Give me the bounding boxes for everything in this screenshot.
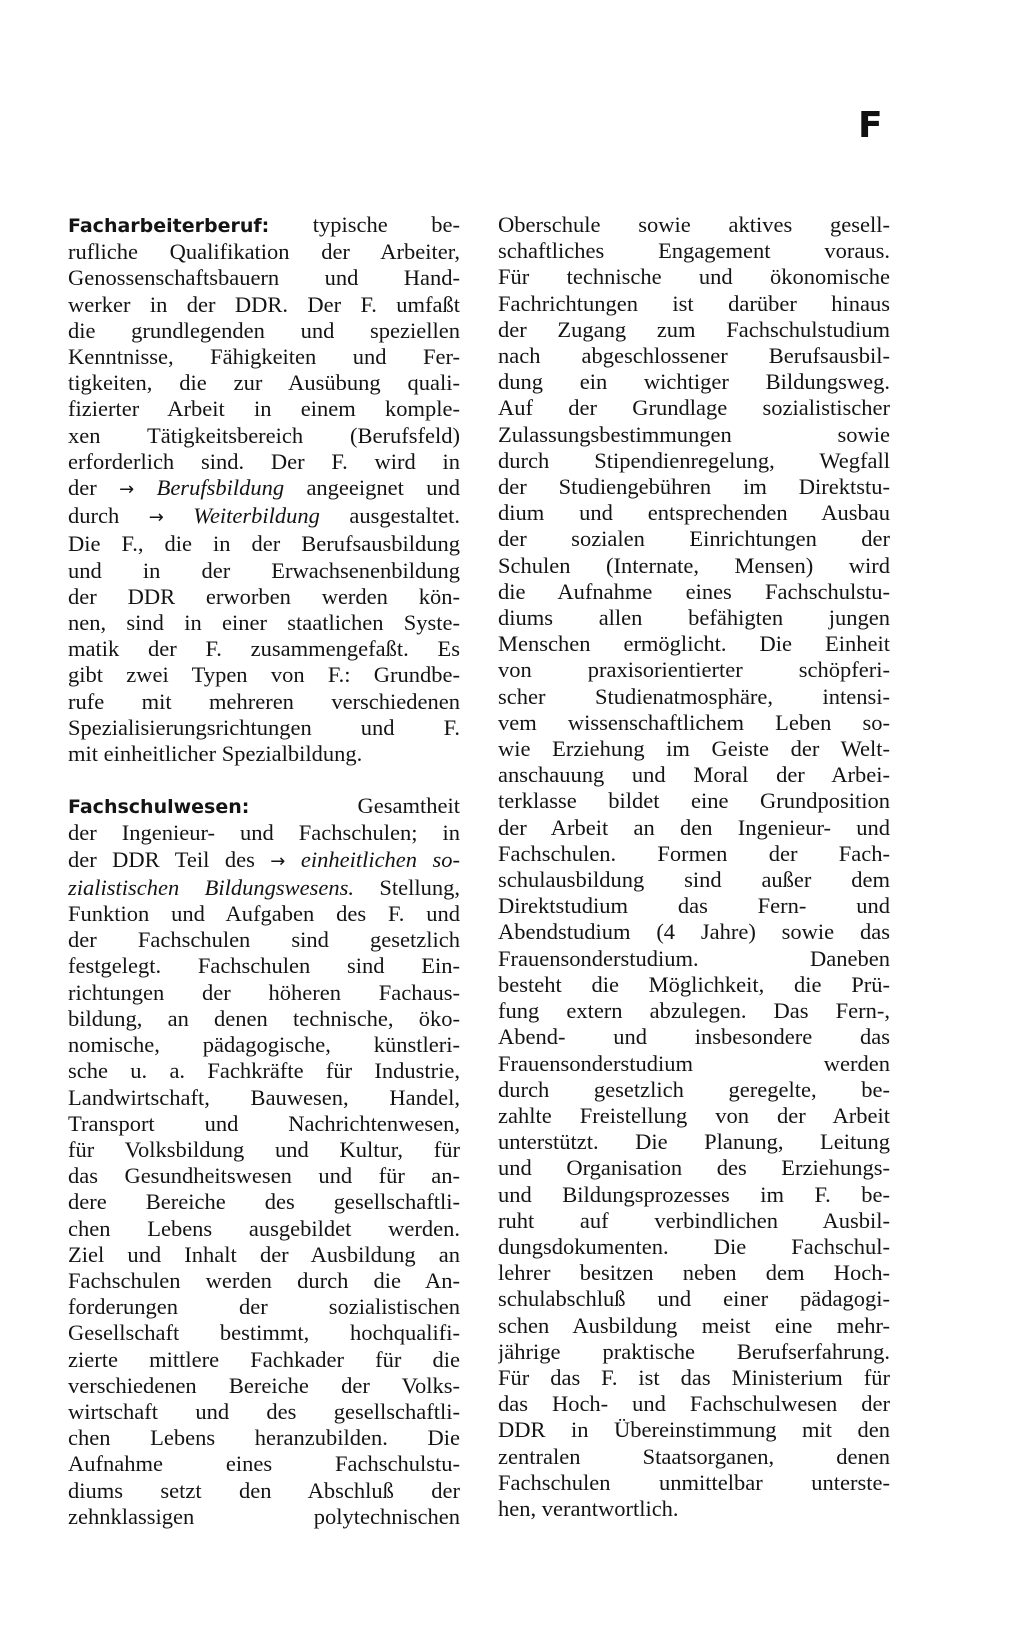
text-line bbox=[68, 1294, 460, 1320]
line-text: und Organisation des Erziehungs- bbox=[498, 1155, 890, 1181]
text-line bbox=[68, 980, 460, 1006]
line-text: der DDR Teil des bbox=[68, 846, 271, 872]
text-line bbox=[68, 1085, 460, 1111]
text-line bbox=[498, 841, 890, 867]
text-line bbox=[498, 369, 890, 395]
line-text: der Studiengebühren im Direktstu- bbox=[498, 474, 890, 500]
text-line bbox=[68, 1373, 460, 1399]
line-text: wirtschaft und des gesellschaftli- bbox=[68, 1398, 460, 1424]
text-line bbox=[498, 422, 890, 448]
text-line bbox=[68, 1320, 460, 1346]
line-text: hen, verantwortlich. bbox=[498, 1495, 679, 1521]
text-line bbox=[498, 1234, 890, 1260]
line-text: typische be- bbox=[312, 212, 460, 237]
line-text: der Ingenieur- und Fachschulen; in bbox=[68, 820, 460, 846]
text-line bbox=[68, 1111, 460, 1137]
line-text: Direktstudium das Fern- und bbox=[498, 893, 890, 919]
text-line bbox=[498, 1129, 890, 1155]
line-text: wie Erziehung im Geiste der Welt- bbox=[498, 736, 890, 762]
line-text: Transport und Nachrichtenwesen, bbox=[68, 1110, 460, 1136]
line-text: Ziel und Inhalt der Ausbildung an bbox=[68, 1241, 460, 1267]
text-line bbox=[68, 370, 460, 396]
text-line bbox=[498, 1444, 890, 1470]
line-text: Gesellschaft bestimmt, hochqualifi- bbox=[68, 1320, 460, 1346]
text-line bbox=[68, 1425, 460, 1451]
line-text: Auf der Grundlage sozialistischer bbox=[498, 395, 890, 421]
text-line bbox=[498, 500, 890, 526]
line-text: Für technische und ökonomische bbox=[498, 264, 890, 290]
line-text: Menschen ermöglicht. Die Einheit bbox=[498, 631, 890, 657]
text-line bbox=[68, 636, 460, 662]
cross-reference-arrow-icon: → bbox=[119, 479, 135, 501]
text-line bbox=[68, 1163, 460, 1189]
line-text: verschiedenen Bereiche der Volks- bbox=[68, 1372, 460, 1398]
line-text: Frauensonderstudium. Daneben bbox=[498, 945, 890, 971]
text-line bbox=[68, 662, 460, 688]
line-text: der Zugang zum Fachschulstudium bbox=[498, 316, 890, 342]
section-letter: F bbox=[858, 105, 883, 146]
line-text: sche u. a. Fachkräfte für Industrie, bbox=[68, 1058, 460, 1084]
line-text: Funktion und Aufgaben des F. und bbox=[68, 901, 460, 927]
line-text: fizierter Arbeit in einem komple- bbox=[68, 396, 460, 422]
line-text: die grundlegenden und speziellen bbox=[68, 317, 460, 343]
entry-term: Facharbeiterberuf: bbox=[68, 215, 270, 237]
line-text: Abendstudium (4 Jahre) sowie das bbox=[498, 919, 890, 945]
left-column bbox=[68, 212, 460, 1530]
text-line bbox=[498, 657, 890, 683]
text-line bbox=[68, 449, 460, 475]
text-line bbox=[498, 946, 890, 972]
dictionary-entry-continuation bbox=[498, 212, 890, 1522]
line-text: anschauung und Moral der Arbei- bbox=[498, 762, 890, 788]
text-line bbox=[68, 741, 460, 767]
text-line bbox=[498, 579, 890, 605]
line-text: Genossenschaftsbauern und Hand- bbox=[68, 265, 460, 291]
cross-reference-arrow-icon: → bbox=[270, 850, 286, 872]
text-line bbox=[498, 893, 890, 919]
line-text: der Fachschulen sind gesetzlich bbox=[68, 927, 460, 953]
line-text: Fachrichtungen ist darüber hinaus bbox=[498, 290, 890, 316]
text-line bbox=[68, 901, 460, 927]
text-line bbox=[498, 631, 890, 657]
right-column bbox=[498, 212, 890, 1522]
line-text: schulabschluß und einer pädagogi- bbox=[498, 1286, 890, 1312]
line-text: Oberschule sowie aktives gesell- bbox=[498, 212, 890, 237]
text-line bbox=[498, 1417, 890, 1443]
line-text: Landwirtschaft, Bauwesen, Handel, bbox=[68, 1084, 460, 1110]
line-text: vem wissenschaftlichem Leben so- bbox=[498, 709, 890, 735]
line-text: schaftliches Engagement voraus. bbox=[498, 238, 890, 264]
text-line bbox=[68, 847, 460, 875]
line-text: zahlte Freistellung von der Arbeit bbox=[498, 1102, 890, 1128]
line-text: der sozialen Einrichtungen der bbox=[498, 526, 890, 552]
text-line bbox=[68, 503, 460, 531]
cross-reference: Berufsbildung bbox=[156, 475, 285, 501]
line-text: durch gesetzlich geregelte, be- bbox=[498, 1076, 890, 1102]
line-text: richtungen der höheren Fachaus- bbox=[68, 979, 460, 1005]
text-line bbox=[498, 1024, 890, 1050]
text-line bbox=[68, 1478, 460, 1504]
line-text: dium und entsprechenden Ausbau bbox=[498, 500, 890, 526]
line-text: und Bildungsprozesses im F. be- bbox=[498, 1181, 890, 1207]
line-text: rufliche Qualifikation der Arbeiter, bbox=[68, 239, 460, 265]
line-text: zierte mittlere Fachkader für die bbox=[68, 1346, 460, 1372]
line-text: lehrer besitzen neben dem Hoch- bbox=[498, 1260, 890, 1286]
line-text: zehnklassigen polytechnischen bbox=[68, 1503, 460, 1529]
line-text: ruht auf verbindlichen Ausbil- bbox=[498, 1207, 890, 1233]
text-line bbox=[68, 212, 460, 239]
text-line bbox=[68, 610, 460, 636]
line-text: jährige praktische Berufserfahrung. bbox=[498, 1338, 890, 1364]
text-line bbox=[498, 238, 890, 264]
text-line bbox=[68, 1504, 460, 1530]
line-text: dungsdokumenten. Die Fachschul- bbox=[498, 1233, 890, 1259]
text-line bbox=[498, 1391, 890, 1417]
text-line bbox=[498, 1182, 890, 1208]
line-text: diums setzt den Abschluß der bbox=[68, 1477, 460, 1503]
line-text: chen Lebens ausgebildet werden. bbox=[68, 1215, 460, 1241]
text-line bbox=[498, 762, 890, 788]
line-text: forderungen der sozialistischen bbox=[68, 1294, 460, 1320]
line-text: dere Bereiche des gesellschaftli- bbox=[68, 1189, 460, 1215]
text-line bbox=[498, 1365, 890, 1391]
line-text: nen, sind in einer staatlichen Syste- bbox=[68, 610, 460, 636]
line-text: nach abgeschlossener Berufsausbil- bbox=[498, 343, 890, 369]
line-text: unterstützt. Die Planung, Leitung bbox=[498, 1129, 890, 1155]
line-text: schulausbildung sind außer dem bbox=[498, 867, 890, 893]
cross-reference: einheitlichen so- bbox=[300, 846, 460, 872]
line-text: Abend- und insbesondere das bbox=[498, 1024, 890, 1050]
text-line bbox=[68, 1242, 460, 1268]
line-text: der DDR erworben werden kön- bbox=[68, 583, 460, 609]
text-line bbox=[498, 212, 890, 238]
text-line bbox=[68, 531, 460, 557]
line-text: schen Ausbildung meist eine mehr- bbox=[498, 1312, 890, 1338]
line-text: Schulen (Internate, Mensen) wird bbox=[498, 552, 890, 578]
text-line bbox=[498, 526, 890, 552]
text-line bbox=[498, 736, 890, 762]
text-line bbox=[498, 448, 890, 474]
text-line bbox=[498, 474, 890, 500]
text-line bbox=[68, 396, 460, 422]
line-text: von praxisorientierter schöpferi- bbox=[498, 657, 890, 683]
cross-reference-arrow-icon: → bbox=[148, 507, 164, 529]
line-text: Die F., die in der Berufsausbildung bbox=[68, 531, 460, 557]
line-text: diums allen befähigten jungen bbox=[498, 605, 890, 631]
line-text: dung ein wichtiger Bildungsweg. bbox=[498, 369, 890, 395]
line-text: Fachschulen. Formen der Fach- bbox=[498, 840, 890, 866]
text-line bbox=[68, 318, 460, 344]
text-line bbox=[68, 292, 460, 318]
text-line bbox=[68, 1399, 460, 1425]
line-text: Aufnahme eines Fachschulstu- bbox=[68, 1451, 460, 1477]
text-line bbox=[498, 1286, 890, 1312]
text-line bbox=[68, 689, 460, 715]
text-line bbox=[68, 1006, 460, 1032]
line-text: Spezialisierungsrichtungen und F. bbox=[68, 714, 460, 740]
text-line bbox=[498, 1470, 890, 1496]
line-text: durch bbox=[68, 503, 149, 529]
text-line bbox=[68, 1268, 460, 1294]
dictionary-entry bbox=[68, 793, 460, 1530]
text-line bbox=[68, 239, 460, 265]
line-text: Kenntnisse, Fähigkeiten und Fer- bbox=[68, 344, 460, 370]
line-text: werker in der DDR. Der F. umfaßt bbox=[68, 291, 460, 317]
text-line bbox=[68, 927, 460, 953]
text-line bbox=[68, 344, 460, 370]
text-line bbox=[498, 317, 890, 343]
text-line bbox=[68, 475, 460, 503]
line-text: Stellung, bbox=[354, 874, 460, 900]
text-line bbox=[68, 423, 460, 449]
text-line bbox=[68, 715, 460, 741]
line-text: Fachschulen unmittelbar unterste- bbox=[498, 1469, 890, 1495]
text-line bbox=[68, 875, 460, 901]
text-line bbox=[498, 815, 890, 841]
text-line bbox=[498, 867, 890, 893]
line-text: zentralen Staatsorganen, denen bbox=[498, 1443, 890, 1469]
line-text: festgelegt. Fachschulen sind Ein- bbox=[68, 953, 460, 979]
text-line bbox=[498, 1496, 890, 1522]
line-text: Frauensonderstudium werden bbox=[498, 1050, 890, 1076]
line-text: das Gesundheitswesen und für an- bbox=[68, 1163, 460, 1189]
entry-term: Fachschulwesen: bbox=[68, 796, 250, 819]
line-text: fung extern abzulegen. Das Fern-, bbox=[498, 998, 890, 1024]
line-text: die Aufnahme eines Fachschulstu- bbox=[498, 578, 890, 604]
line-text: durch Stipendienregelung, Wegfall bbox=[498, 447, 890, 473]
text-line bbox=[498, 684, 890, 710]
text-line bbox=[68, 1058, 460, 1084]
line-text: angeeignet und bbox=[284, 475, 460, 501]
text-line bbox=[68, 953, 460, 979]
text-line bbox=[498, 1260, 890, 1286]
line-text: der bbox=[68, 475, 120, 501]
line-text: bildung, an denen technische, öko- bbox=[68, 1005, 460, 1031]
line-text: und in der Erwachsenenbildung bbox=[68, 557, 460, 583]
text-line bbox=[498, 1155, 890, 1181]
line-text: das Hoch- und Fachschulwesen der bbox=[498, 1391, 890, 1417]
line-text: nomische, pädagogische, künstleri- bbox=[68, 1032, 460, 1058]
text-line bbox=[68, 1137, 460, 1163]
line-text: Zulassungsbestimmungen sowie bbox=[498, 421, 890, 447]
text-line bbox=[68, 793, 460, 820]
text-line bbox=[68, 1216, 460, 1242]
line-text: matik der F. zusammengefaßt. Es bbox=[68, 636, 460, 662]
line-text: Fachschulen werden durch die An- bbox=[68, 1267, 460, 1293]
line-text: gibt zwei Typen von F.: Grundbe- bbox=[68, 662, 460, 688]
line-text: besteht die Möglichkeit, die Prü- bbox=[498, 971, 890, 997]
text-line bbox=[498, 1051, 890, 1077]
text-line bbox=[498, 605, 890, 631]
cross-reference: zialistischen Bildungswesens. bbox=[68, 874, 354, 900]
line-text: terklasse bildet eine Grundposition bbox=[498, 788, 890, 814]
text-line bbox=[498, 972, 890, 998]
text-line bbox=[498, 395, 890, 421]
cross-reference: Weiterbildung bbox=[193, 503, 320, 529]
text-line bbox=[498, 264, 890, 290]
text-line bbox=[498, 343, 890, 369]
text-line bbox=[498, 710, 890, 736]
text-line bbox=[498, 1313, 890, 1339]
text-line bbox=[498, 1208, 890, 1234]
line-text: erforderlich sind. Der F. wird in bbox=[68, 448, 460, 474]
text-line bbox=[68, 265, 460, 291]
line-text: mit einheitlicher Spezialbildung. bbox=[68, 741, 363, 767]
text-line bbox=[68, 820, 460, 846]
text-line bbox=[68, 1451, 460, 1477]
text-line bbox=[68, 1032, 460, 1058]
line-text: Für das F. ist das Ministerium für bbox=[498, 1364, 890, 1390]
text-line bbox=[68, 558, 460, 584]
text-line bbox=[498, 1339, 890, 1365]
text-line bbox=[68, 584, 460, 610]
text-line bbox=[498, 553, 890, 579]
line-text: scher Studienatmosphäre, intensi- bbox=[498, 683, 890, 709]
line-text: chen Lebens heranzubilden. Die bbox=[68, 1425, 460, 1451]
text-line bbox=[498, 1077, 890, 1103]
text-line bbox=[68, 1189, 460, 1215]
line-text: für Volksbildung und Kultur, für bbox=[68, 1136, 460, 1162]
text-line bbox=[498, 998, 890, 1024]
line-text: rufe mit mehreren verschiedenen bbox=[68, 688, 460, 714]
line-text: Gesamtheit bbox=[357, 793, 460, 819]
line-text: tigkeiten, die zur Ausübung quali- bbox=[68, 370, 460, 396]
text-line bbox=[498, 1103, 890, 1129]
text-line bbox=[68, 1347, 460, 1373]
text-line bbox=[498, 919, 890, 945]
line-text: xen Tätigkeitsbereich (Berufsfeld) bbox=[68, 422, 460, 448]
dictionary-entry bbox=[68, 212, 460, 767]
line-text: DDR in Übereinstimmung mit den bbox=[498, 1417, 890, 1443]
line-text: ausgestaltet. bbox=[319, 503, 460, 529]
line-text: der Arbeit an den Ingenieur- und bbox=[498, 814, 890, 840]
text-line bbox=[498, 788, 890, 814]
text-line bbox=[498, 291, 890, 317]
